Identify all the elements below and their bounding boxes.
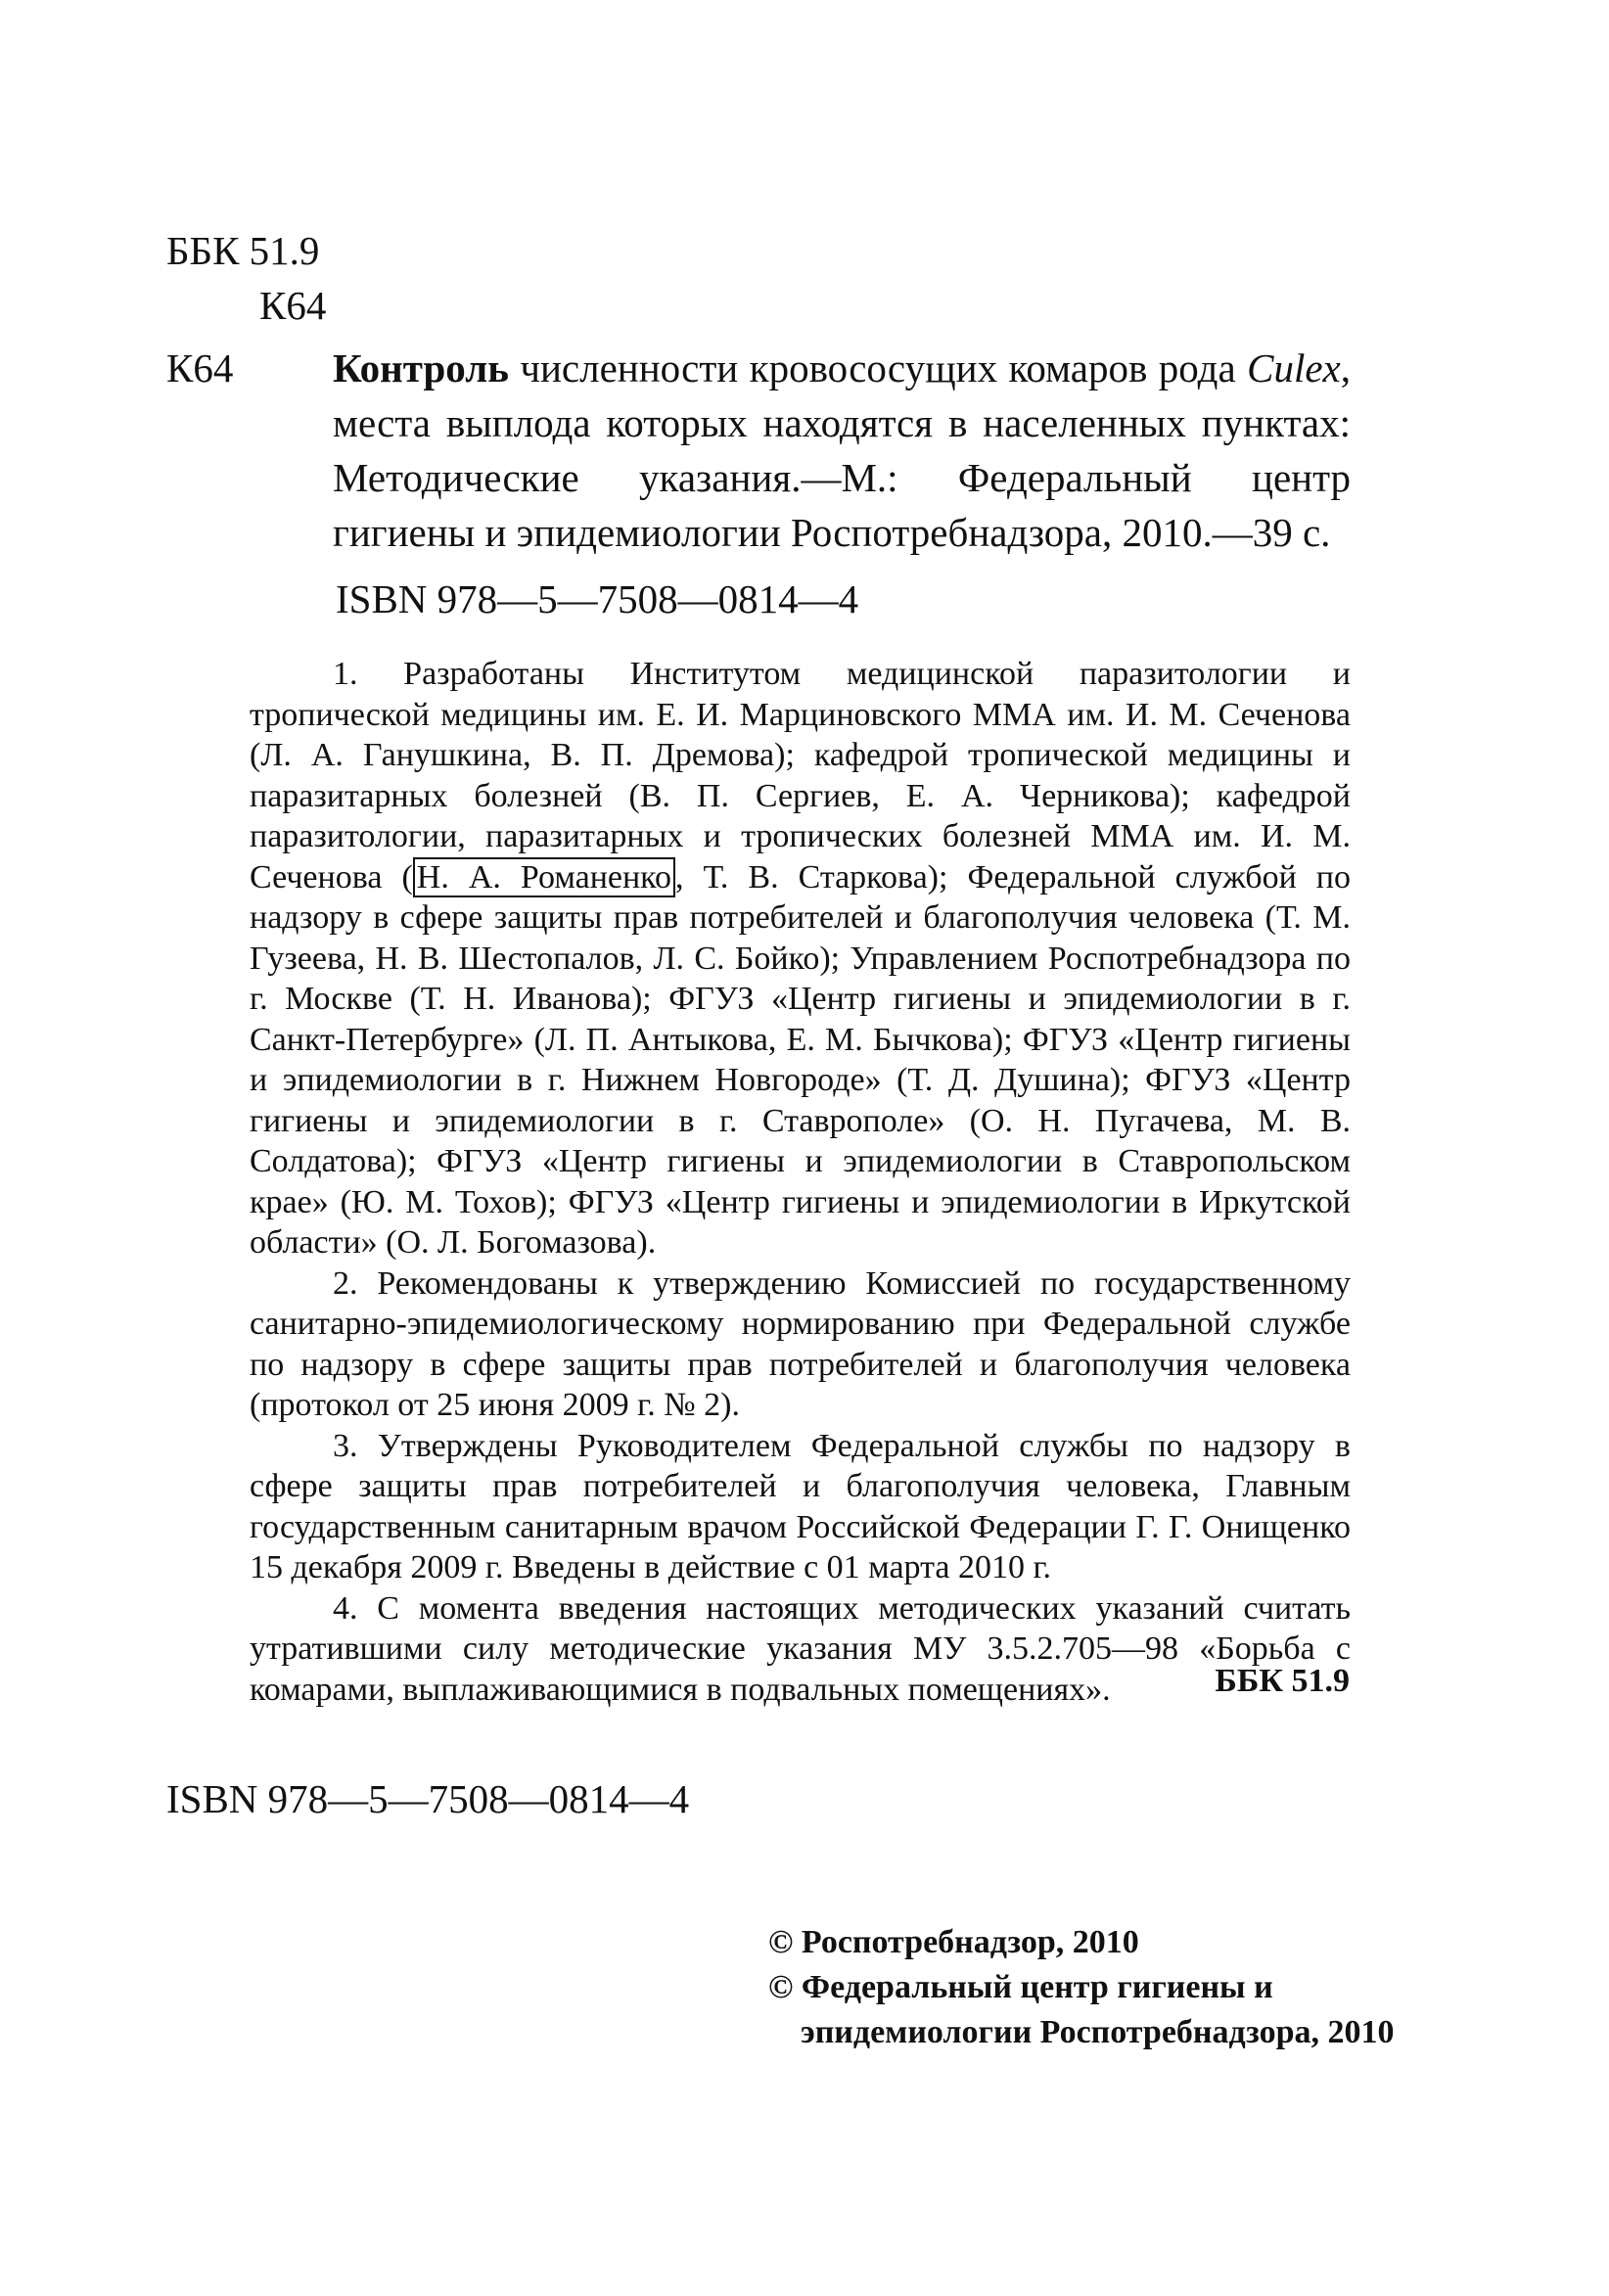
note-1-boxed-name: Н. А. Романенко	[413, 857, 675, 897]
isbn-bottom: ISBN 978—5—7508—0814—4	[166, 1776, 690, 1821]
note-2: 2. Рекомендованы к утверждению Комиссией по государственному санитарно-эпидемиологическому нормированию при Федеральной службе по надзору в сфере защиты прав потребителей и благополучия человека (протокол от 25 июня 2009 г. № 2).	[250, 1264, 1351, 1423]
bibliographic-entry	[333, 341, 1351, 560]
copyright-block	[768, 1920, 1395, 2055]
title-rest: численности кровососущих комаров рода	[520, 345, 1236, 390]
isbn-top: ISBN 978—5—7508—0814—4	[336, 576, 859, 621]
bbk-code: ББК 51.9	[166, 228, 320, 273]
bbk-classification	[166, 223, 326, 333]
copyright-line-2: © Федеральный центр гигиены и	[768, 1969, 1273, 2005]
note-1-text-after: , Т. В. Старкова); Федеральной службой по надзору в сфере защиты прав потребителей и благополучия человека (Т. М. Гузеева, Н. В. Шестопалов, Л. С. Бойко); Управлением Роспотребнадзора по г. Москве (Т. Н. Иванова); ФГУЗ «Центр гигиены и эпидемиологии в г. Санкт-Петербурге» (Л. П. Антыкова, Е. М. Бычкова); ФГУЗ «Центр гигиены и эпидемиологии в г. Нижнем Новгороде» (Т. Д. Душина); ФГУЗ «Центр гигиены и эпидемиологии в г. Ставрополе» (О. Н. Пугачева, М. В. Солдатова); ФГУЗ «Центр гигиены и эпидемиологии в Ставропольском крае» (Ю. М. Тохов); ФГУЗ «Центр гигиены и эпидемиологии в Иркутской области» (О. Л. Богомазова).	[250, 858, 1351, 1261]
author-mark-top: К64	[259, 283, 327, 328]
note-4: 4. С момента введения настоящих методических указаний считать утратившими силу методические указания МУ 3.5.2.705—98 «Борьба с комарами, выплаживающимися в подвальных помещениях».	[250, 1589, 1351, 1708]
title-bold-word: Контроль	[333, 345, 509, 390]
copyright-line-1: © Роспотребнадзор, 2010	[768, 1924, 1139, 1960]
note-1	[250, 654, 1351, 1263]
title-italic-genus: Culex	[1247, 345, 1341, 390]
bbk-code-right: ББК 51.9	[1215, 1663, 1350, 1699]
title-continuation: , места выплода которых находятся в населенных пунктах: Методические указания.—М.: Федеральный центр гигиены и эпидемиологии Роспотребнадзора, 2010.—39 с.	[333, 345, 1351, 555]
note-1-text-before: 1. Разработаны Институтом медицинской паразитологии и тропической медицины им. Е. И. Марциновского ММА им. И. М. Сеченова (Л. А. Ганушкина, В. П. Дремова); кафедрой тропической медицины и паразитарных болезней (В. П. Сергиев, Е. А. Черникова); кафедрой паразитологии, паразитарных и тропических болезней ММА им. И. М. Сеченова (	[250, 656, 1351, 895]
entry-author-mark: К64	[166, 345, 234, 390]
note-3: 3. Утверждены Руководителем Федеральной службы по надзору в сфере защиты прав потребителей и благополучия человека, Главным государственным санитарным врачом Российской Федерации Г. Г. Онищенко 15 декабря 2009 г. Введены в действие с 01 марта 2010 г.	[250, 1427, 1351, 1585]
copyright-line-3: эпидемиологии Роспотребнадзора, 2010	[801, 2014, 1395, 2050]
numbered-notes	[250, 654, 1351, 1710]
